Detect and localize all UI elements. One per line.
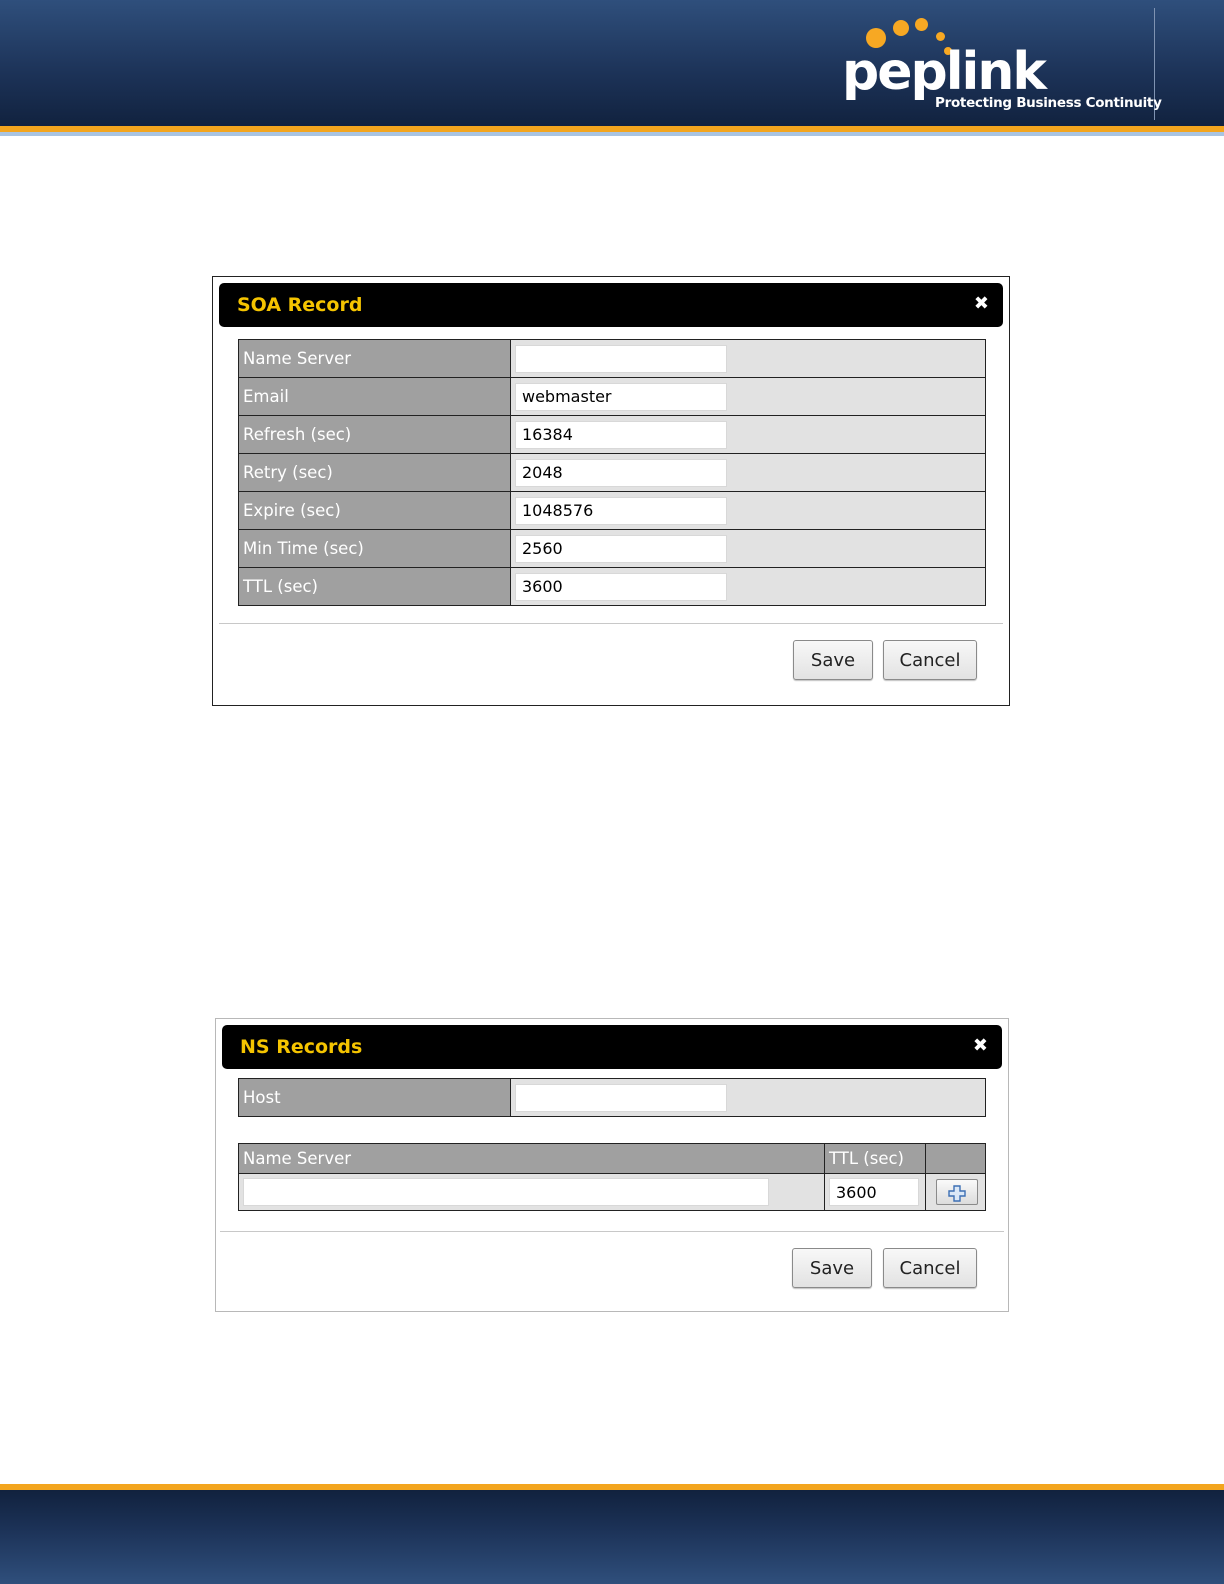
column-header-name-server: Name Server <box>239 1144 825 1174</box>
logo-dot <box>915 18 928 31</box>
table-row <box>239 568 986 606</box>
min-time-input[interactable] <box>515 535 727 563</box>
column-header-actions <box>926 1144 986 1174</box>
header-underline <box>0 132 1224 136</box>
dialog-title: SOA Record <box>237 294 363 316</box>
dialog-titlebar <box>222 1025 1002 1069</box>
table-row <box>239 492 986 530</box>
table-row <box>239 454 986 492</box>
name-server-input[interactable] <box>515 345 727 373</box>
plus-icon <box>937 1180 979 1206</box>
field-label: Email <box>239 378 511 416</box>
field-label: Min Time (sec) <box>239 530 511 568</box>
dialog-divider <box>219 623 1003 624</box>
host-label: Host <box>239 1079 511 1117</box>
page-header <box>0 0 1224 136</box>
dialog-titlebar <box>219 283 1003 327</box>
host-input[interactable] <box>515 1084 727 1112</box>
footer-accent-stripe <box>0 1484 1224 1490</box>
field-label: TTL (sec) <box>239 568 511 606</box>
table-row <box>239 416 986 454</box>
soa-record-dialog <box>212 276 1010 706</box>
ttl-input[interactable] <box>515 573 727 601</box>
field-label: Refresh (sec) <box>239 416 511 454</box>
field-label: Expire (sec) <box>239 492 511 530</box>
brand-logo: peplink <box>842 42 1045 102</box>
table-header-row <box>239 1144 986 1174</box>
save-button[interactable]: Save <box>792 1248 872 1288</box>
brand-tagline: Protecting Business Continuity <box>935 95 1162 111</box>
retry-input[interactable] <box>515 459 727 487</box>
table-row <box>239 340 986 378</box>
soa-form-table <box>238 339 986 606</box>
close-icon[interactable]: ✖ <box>973 293 989 314</box>
logo-dot <box>936 32 945 41</box>
field-label: Retry (sec) <box>239 454 511 492</box>
refresh-input[interactable] <box>515 421 727 449</box>
column-header-ttl: TTL (sec) <box>825 1144 926 1174</box>
add-row-button[interactable] <box>936 1179 978 1205</box>
dialog-title: NS Records <box>240 1036 363 1058</box>
cancel-button[interactable]: Cancel <box>883 640 977 680</box>
cancel-button[interactable]: Cancel <box>883 1248 977 1288</box>
name-server-table <box>238 1143 986 1211</box>
name-server-input[interactable] <box>243 1178 769 1206</box>
field-label: Name Server <box>239 340 511 378</box>
table-row <box>239 1174 986 1211</box>
table-row <box>239 530 986 568</box>
logo-dot <box>893 20 909 36</box>
ns-records-dialog <box>215 1018 1009 1312</box>
save-button[interactable]: Save <box>793 640 873 680</box>
page-footer <box>0 1484 1224 1584</box>
email-input[interactable] <box>515 383 727 411</box>
ns-host-table <box>238 1078 986 1117</box>
ttl-input[interactable] <box>829 1178 919 1206</box>
dialog-divider <box>220 1231 1004 1232</box>
table-row <box>239 378 986 416</box>
table-row <box>239 1079 986 1117</box>
close-icon[interactable]: ✖ <box>972 1035 988 1056</box>
expire-input[interactable] <box>515 497 727 525</box>
